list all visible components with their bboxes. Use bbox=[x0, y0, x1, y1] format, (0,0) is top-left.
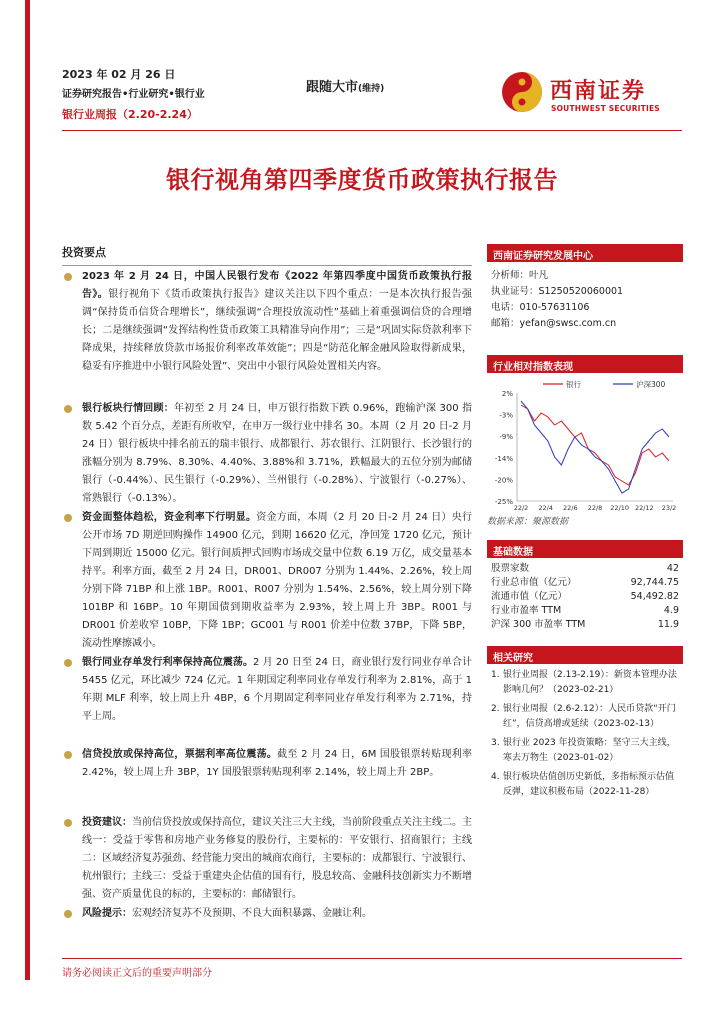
report-weekly: 银行业周报（2.20-2.24） bbox=[62, 108, 198, 121]
related-index: 1. bbox=[491, 670, 500, 680]
line-chart bbox=[487, 373, 683, 513]
footer-disclaimer: 请务必阅读正文后的重要声明部分 bbox=[62, 968, 212, 979]
bullet-text: 当前信贷投放或保持高位，建议关注三大主线，当前阶段重点关注主线二。主线一：受益于零售和房地产业务修复的股份行，主要标的：平安银行、招商银行；主线二：区域经济复苏强劲、经营能力突出的城商农商行，主要标的：成都银行、宁波银行、杭州银行；主线三：受益于重建央企估值的国有行，股息较高、金融科技创新实力不断增强、资产质量优良的标的，主要标的：邮储银行。 bbox=[82, 817, 472, 900]
x-tick-label: 22/8 bbox=[587, 504, 603, 512]
analyst-info bbox=[487, 262, 683, 338]
y-tick-label: -14% bbox=[494, 454, 513, 463]
summary-bullet bbox=[62, 654, 472, 726]
related-text: 银行板块估值创历史新低，多指标预示估值反弹，建议积极布局（2022-11-28） bbox=[503, 772, 675, 797]
header-divider bbox=[62, 130, 682, 131]
x-tick-label: 22/12 bbox=[634, 504, 654, 512]
bullet-text: 宏观经济复苏不及预期、不良大面积暴露、金融让利。 bbox=[132, 908, 372, 919]
section-heading: 投资要点 bbox=[62, 244, 472, 266]
related-item[interactable] bbox=[489, 668, 681, 698]
bullet-dot-icon bbox=[64, 751, 72, 759]
summary-bullet bbox=[62, 905, 472, 923]
basic-key: 股票家数 bbox=[491, 563, 530, 574]
company-logo bbox=[500, 70, 680, 118]
bullet-dot-icon bbox=[64, 273, 72, 281]
basic-value: 4.9 bbox=[663, 605, 679, 616]
related-index: 2. bbox=[491, 704, 500, 714]
related-text: 银行业周报（2.6-2.12）：人民币贷款“开门红”，信贷高增或延续（2023-02-13） bbox=[503, 704, 676, 729]
related-item[interactable] bbox=[489, 702, 681, 732]
analyst-email[interactable]: 邮箱：yefan@swsc.com.cn bbox=[491, 318, 617, 329]
industry-rating bbox=[306, 76, 384, 95]
rating-main: 跟随大市 bbox=[306, 80, 359, 95]
basic-row bbox=[487, 590, 683, 604]
summary-bullet bbox=[62, 400, 472, 508]
basic-row bbox=[487, 576, 683, 590]
bullet-dot-icon bbox=[64, 514, 72, 522]
basic-key: 行业总市值（亿元） bbox=[491, 577, 577, 588]
bullet-lead: 银行同业存单发行利率保持高位震荡。 bbox=[82, 657, 254, 668]
report-category: 证券研究报告•行业研究•银行业 bbox=[62, 89, 205, 100]
x-tick-label: 22/10 bbox=[610, 504, 630, 512]
basic-row bbox=[487, 618, 683, 632]
basic-key: 沪深 300 市盈率 TTM bbox=[491, 619, 586, 630]
bullet-lead: 投资建议： bbox=[82, 817, 132, 828]
y-tick-label: -25% bbox=[494, 498, 513, 506]
x-tick-label: 23/2 bbox=[661, 504, 677, 512]
left-accent-bar bbox=[25, 0, 30, 980]
related-heading: 相关研究 bbox=[487, 646, 683, 664]
relative-index-chart bbox=[487, 355, 683, 517]
bullet-text: 截至 2 月 24 日，6M 国股银票转贴现利率 2.42%，较上周上升 3BP，1Y 国股银票转贴现利率 2.14%，较上周上升 2BP。 bbox=[82, 749, 472, 778]
basic-row bbox=[487, 604, 683, 618]
related-item[interactable] bbox=[489, 736, 681, 766]
legend-label: 沪深300 bbox=[636, 380, 666, 389]
analyst-name: 分析师：叶凡 bbox=[491, 270, 549, 281]
summary-bullet bbox=[62, 814, 472, 904]
related-research-panel bbox=[487, 646, 683, 804]
summary-bullet bbox=[62, 268, 472, 376]
summary-bullet bbox=[62, 746, 472, 782]
logo-text-en: SOUTHWEST SECURITIES bbox=[551, 104, 660, 113]
chart-heading: 行业相对指数表现 bbox=[487, 355, 683, 373]
related-item[interactable] bbox=[489, 770, 681, 800]
bullet-text: 资金方面，本周（2 月 20 日-2 月 24 日）央行公开市场 7D 期逆回购操作 14900 亿元，到期 16620 亿元，净回笼 1720 亿元，预计下周到期近 15000 亿元。银行间质押式回购市场成交量中位数 6.19 万亿，成交量基本持平。利率方面，截至 2 月 24 日，DR001、DR007 分别为 1.44%、2.26%，较上周分别下降 71BP 和上涨 1BP。R001、R007 分别为 1.54%、2.56%，较上周分别下降 101BP 和 16BP。10 年期国债到期收益率为 2.93%，较上周上升 3BP。R001 与 DR001 价差收窄 10BP，下降 1BP；GC001 与 R001 价差中位数 37BP，下降 5BP，流动性摩擦减小。 bbox=[82, 512, 472, 649]
logo-mark-icon bbox=[500, 70, 544, 114]
rating-sub: (维持) bbox=[358, 84, 385, 94]
analyst-phone: 电话：010-57631106 bbox=[491, 302, 590, 313]
related-index: 4. bbox=[491, 772, 500, 782]
basic-row bbox=[487, 562, 683, 576]
series-line-bank bbox=[521, 405, 669, 485]
investment-summary bbox=[62, 244, 473, 919]
related-text: 银行业周报（2.13-2.19）：新资本管理办法影响几何？（2023-02-21） bbox=[503, 670, 677, 695]
footer-divider bbox=[62, 958, 682, 959]
analyst-license: 执业证号：S1250520060001 bbox=[491, 286, 624, 297]
chart-source: 数据来源：聚源数据 bbox=[487, 517, 569, 527]
bullet-lead: 信贷投放或保持高位，票据利率高位震荡。 bbox=[82, 749, 278, 760]
y-tick-label: 2% bbox=[501, 390, 513, 398]
bullet-dot-icon bbox=[64, 405, 72, 413]
bullet-lead: 2023 年 2 月 24 日，中国人民银行发布《2022 年第四季度中国货币政策执行报告》。 bbox=[82, 271, 472, 300]
related-text: 银行业 2023 年投资策略：坚守三大主线，寒去万物生（2023-01-02） bbox=[503, 738, 676, 763]
legend-label: 银行 bbox=[566, 380, 581, 389]
logo-text-cn: 西南证券 bbox=[550, 78, 647, 104]
x-tick-label: 22/6 bbox=[563, 504, 578, 512]
basic-value: 92,744.75 bbox=[630, 577, 679, 588]
basic-heading: 基础数据 bbox=[487, 540, 683, 558]
basic-value: 54,492.82 bbox=[630, 591, 679, 602]
related-index: 3. bbox=[491, 738, 500, 748]
bullet-text: 银行视角下《货币政策执行报告》建议关注以下四个重点：一是本次执行报告强调“保持货币信贷合理增长”，继续强调“合理投放流动性”基础上着重强调信贷的合理增长；二是继续强调“发挥结构性货币政策工具精准导向作用”；三是“巩固实际贷款利率下降成果，持续释放贷款市场报价利率改革效能”；四是“防范化解金融风险取得新成果，稳妥有序推进中小银行风险处置”、突出中小银行风险处置相关内容。 bbox=[82, 289, 473, 372]
bullet-text: 年初至 2 月 24 日，申万银行指数下跌 0.96%，跑输沪深 300 指数 5.42 个百分点，差距有所收窄，在申万一级行业中排名 30。本周（2 月 20 日-2 月 24 日）银行板块中排名前五的瑞丰银行、成都银行、苏农银行、江阴银行、长沙银行的涨幅分别为 8.79%、8.30%、4.40%、3.88%和 3.71%，跌幅最大的五位分别为邮储银行（-0.44%）、民生银行（-0.29%）、兰州银行（-0.28%）、宁波银行（-0.27%）、常熟银行（-0.13%）。 bbox=[82, 403, 472, 504]
bullet-dot-icon bbox=[64, 819, 72, 827]
bullet-dot-icon bbox=[64, 910, 72, 918]
bullet-text: 2 月 20 日至 24 日，商业银行发行同业存单合计 5455 亿元，环比减少 724 亿元。1 年期国定利率同业存单发行利率为 2.81%，高于 1 年期 MLF 利率，较上周上升 4BP，6 个月期固定利率同业存单发行利率为 2.71%，持平上周。 bbox=[82, 657, 472, 722]
y-tick-label: -9% bbox=[499, 433, 513, 442]
basic-value: 11.9 bbox=[657, 619, 679, 630]
x-tick-label: 22/4 bbox=[538, 504, 553, 512]
report-date: 2023 年 02 月 26 日 bbox=[62, 68, 176, 81]
y-tick-label: -20% bbox=[494, 476, 513, 485]
bullet-lead: 风险提示： bbox=[82, 908, 132, 919]
report-title: 银行视角第四季度货币政策执行报告 bbox=[166, 166, 558, 194]
series-line-csi300 bbox=[521, 401, 669, 493]
bullet-lead: 银行板块行情回顾： bbox=[82, 403, 174, 414]
bullet-lead: 资金面整体趋松，资金利率下行明显。 bbox=[82, 512, 257, 523]
basic-key: 流通市值（亿元） bbox=[491, 591, 568, 602]
y-tick-label: -3% bbox=[499, 411, 513, 420]
analyst-heading: 西南证券研究发展中心 bbox=[487, 244, 683, 262]
summary-bullet bbox=[62, 509, 472, 653]
x-tick-label: 22/2 bbox=[513, 504, 529, 512]
analyst-panel bbox=[487, 244, 683, 338]
basic-key: 行业市盈率 TTM bbox=[491, 605, 562, 616]
basic-value: 42 bbox=[666, 563, 679, 574]
bullet-dot-icon bbox=[64, 659, 72, 667]
basic-data-panel bbox=[487, 540, 683, 632]
